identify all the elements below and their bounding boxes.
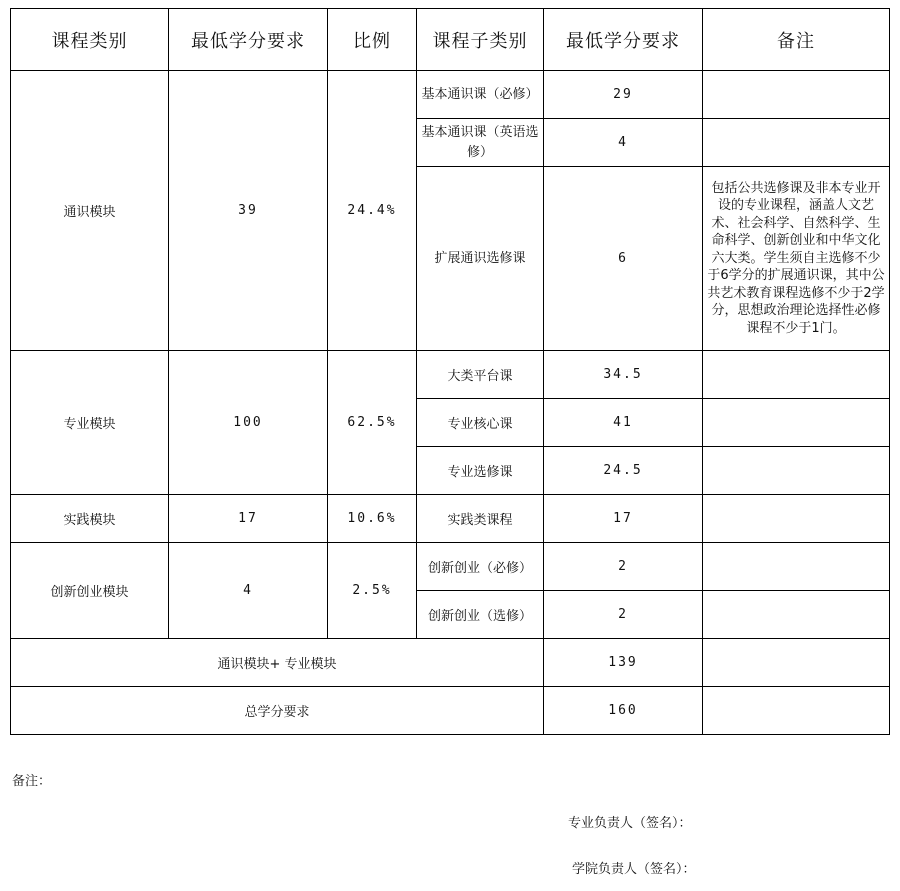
header-subcategory: 课程子类别 bbox=[417, 9, 544, 71]
general-sub-credits: 6 bbox=[544, 167, 703, 351]
general-sub-name: 基本通识课（英语选修） bbox=[417, 119, 544, 167]
innovation-sub-name: 创新创业（选修） bbox=[417, 591, 544, 639]
innovation-ratio: 2.5% bbox=[328, 543, 417, 639]
table-row bbox=[11, 543, 890, 591]
major-sub-credits: 41 bbox=[544, 399, 703, 447]
total-label: 总学分要求 bbox=[11, 687, 544, 735]
major-sub-note bbox=[703, 351, 890, 399]
header-category: 课程类别 bbox=[11, 9, 169, 71]
major-sub-name: 大类平台课 bbox=[417, 351, 544, 399]
college-head-signature: 学院负责人（签名）： bbox=[572, 862, 696, 877]
major-sub-credits: 34.5 bbox=[544, 351, 703, 399]
practice-ratio: 10.6% bbox=[328, 495, 417, 543]
total-row bbox=[11, 687, 890, 735]
general-sub-credits: 4 bbox=[544, 119, 703, 167]
major-credits: 100 bbox=[169, 351, 328, 495]
major-ratio: 62.5% bbox=[328, 351, 417, 495]
header-sub-min-credits: 最低学分要求 bbox=[544, 9, 703, 71]
innovation-sub-note bbox=[703, 591, 890, 639]
general-sub-note bbox=[703, 119, 890, 167]
general-sub-credits: 29 bbox=[544, 71, 703, 119]
major-sub-credits: 24.5 bbox=[544, 447, 703, 495]
major-sub-name: 专业核心课 bbox=[417, 399, 544, 447]
practice-credits: 17 bbox=[169, 495, 328, 543]
table-row bbox=[11, 351, 890, 399]
major-sub-note bbox=[703, 399, 890, 447]
extended-course-note: 包括公共选修课及非本专业开设的专业课程，涵盖人文艺术、社会科学、自然科学、生命科学、创新创业和中华文化六大类。学生须自主选修不少于6学分的扩展通识课，其中公共艺术教育课程选修不少于2学分，思想政治理论选择性必修课程不少于1门。 bbox=[703, 167, 890, 351]
innovation-sub-credits: 2 bbox=[544, 543, 703, 591]
general-credits: 39 bbox=[169, 71, 328, 351]
total-value: 139 bbox=[544, 639, 703, 687]
major-head-signature: 专业负责人（签名）： bbox=[568, 816, 692, 831]
credits-table bbox=[10, 8, 890, 735]
general-ratio: 24.4% bbox=[328, 71, 417, 351]
general-sub-name: 扩展通识选修课 bbox=[417, 167, 544, 351]
general-sub-note bbox=[703, 71, 890, 119]
total-label: 通识模块+ 专业模块 bbox=[11, 639, 544, 687]
innovation-credits: 4 bbox=[169, 543, 328, 639]
general-category: 通识模块 bbox=[11, 71, 169, 351]
innovation-sub-name: 创新创业（必修） bbox=[417, 543, 544, 591]
table-row bbox=[11, 71, 890, 119]
innovation-sub-note bbox=[703, 543, 890, 591]
total-value: 160 bbox=[544, 687, 703, 735]
innovation-category: 创新创业模块 bbox=[11, 543, 169, 639]
major-sub-note bbox=[703, 447, 890, 495]
total-note bbox=[703, 639, 890, 687]
practice-sub-name: 实践类课程 bbox=[417, 495, 544, 543]
header-remarks: 备注 bbox=[703, 9, 890, 71]
practice-category: 实践模块 bbox=[11, 495, 169, 543]
major-sub-name: 专业选修课 bbox=[417, 447, 544, 495]
general-sub-name: 基本通识课（必修） bbox=[417, 71, 544, 119]
total-note bbox=[703, 687, 890, 735]
major-category: 专业模块 bbox=[11, 351, 169, 495]
practice-sub-credits: 17 bbox=[544, 495, 703, 543]
header-min-credits: 最低学分要求 bbox=[169, 9, 328, 71]
innovation-sub-credits: 2 bbox=[544, 591, 703, 639]
footer-note-label: 备注： bbox=[12, 774, 52, 789]
header-row bbox=[11, 9, 890, 71]
practice-sub-note bbox=[703, 495, 890, 543]
header-ratio: 比例 bbox=[328, 9, 417, 71]
total-row bbox=[11, 639, 890, 687]
table-row bbox=[11, 495, 890, 543]
